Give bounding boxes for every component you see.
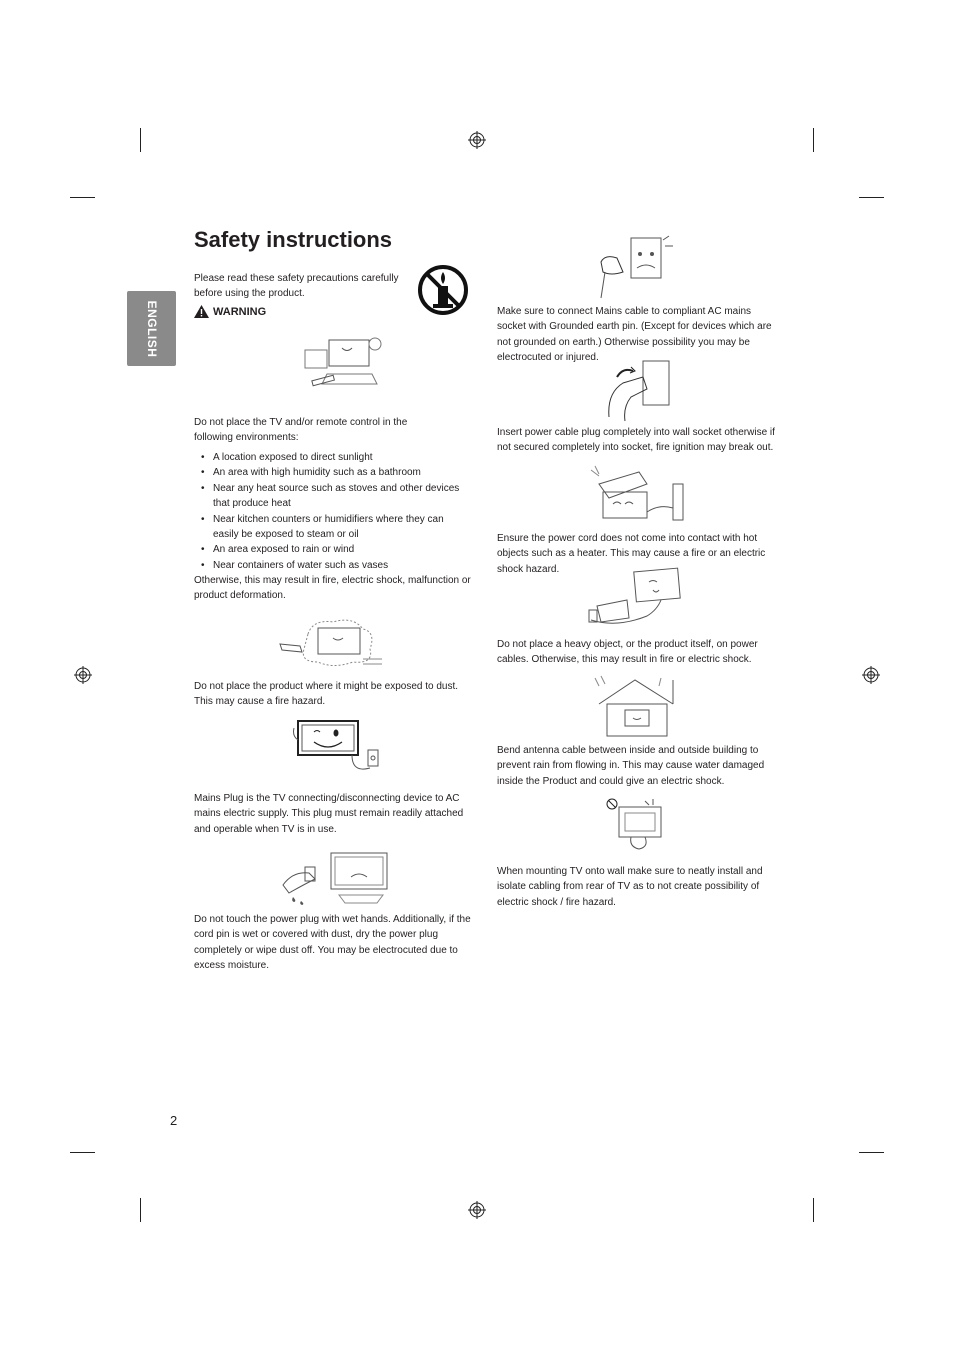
list-item: • Near kitchen counters or humidifiers where they can easily be exposed to steam or oil	[201, 512, 471, 543]
grounded-socket-text: Make sure to connect Mains cable to compliant AC mains socket with Grounded earth pin. (Except for devices which are not grounded on earth.) Otherwise possibility you may be electrocuted or injured.	[497, 306, 772, 364]
crop-mark	[140, 1198, 141, 1222]
wet-hands-text: Do not touch the power plug with wet hands. Additionally, if the cord pin is wet or covered with dust, dry the power plug completely or wipe dust off. You may be electrocuted due to excess moisture.	[194, 914, 471, 972]
registration-mark-icon	[468, 1201, 486, 1219]
registration-mark-icon	[468, 131, 486, 149]
list-item: • Near containers of water such as vases	[201, 558, 471, 573]
grounded-socket-illustration	[593, 232, 675, 300]
mains-plug-text: Mains Plug is the TV connecting/disconnecting device to AC mains electric supply. This plug must remain readily attached and operable when TV is in use.	[194, 793, 464, 835]
crop-mark	[859, 197, 884, 198]
crop-mark	[813, 1198, 814, 1222]
language-tab	[127, 291, 176, 366]
registration-mark-icon	[74, 666, 92, 684]
dust-text: Do not place the product where it might be exposed to dust. This may cause a fire hazard.	[194, 681, 459, 708]
registration-mark-icon	[862, 666, 880, 684]
list-item: • A location exposed to direct sunlight	[201, 450, 471, 465]
language-tab-label: ENGLISH	[144, 300, 159, 357]
heavy-object-cable-illustration	[587, 566, 687, 632]
intro-text: Please read these safety precautions carefully before using the product.	[194, 273, 399, 300]
crop-mark	[70, 197, 95, 198]
wet-hands-illustration	[279, 845, 393, 907]
crop-mark	[140, 128, 141, 152]
wall-mount-cabling-illustration	[605, 797, 667, 853]
list-item: • Near any heat source such as stoves and other devices that produce heat	[201, 481, 471, 512]
environment-warning-text: Otherwise, this may result in fire, electric shock, malfunction or product deformation.	[194, 575, 471, 602]
list-item: • An area exposed to rain or wind	[201, 542, 471, 557]
environment-text: Do not place the TV and/or remote control in the following environments:	[194, 417, 408, 444]
crop-mark	[813, 128, 814, 152]
insert-plug-illustration	[603, 357, 671, 425]
page-title: Safety instructions	[194, 227, 393, 252]
warning-heading	[194, 305, 266, 318]
heavy-object-text: Do not place a heavy object, or the product itself, on power cables. Otherwise, this may result in fire or electric shock.	[497, 639, 758, 666]
insert-plug-text: Insert power cable plug completely into wall socket otherwise if not secured completely into socket, fire ignition may break out.	[497, 427, 775, 454]
dust-illustration	[278, 614, 384, 672]
crop-mark	[859, 1152, 884, 1153]
mains-plug-illustration	[292, 718, 387, 778]
crop-mark	[70, 1152, 95, 1153]
environment-list	[201, 450, 471, 573]
list-item: • An area with high humidity such as a bathroom	[201, 465, 471, 480]
antenna-cable-illustration	[591, 674, 681, 738]
wall-mount-text: When mounting TV onto wall make sure to neatly install and isolate cabling from rear of TV as to not create possibility of electric shock / fire hazard.	[497, 866, 763, 908]
warning-label: WARNING	[213, 305, 267, 318]
heater-cord-text: Ensure the power cord does not come into contact with hot objects such as a heater. This may cause a fire or an electric shock hazard.	[497, 533, 766, 575]
antenna-cable-text: Bend antenna cable between inside and outside building to prevent rain from flowing in. This may cause water damaged inside the Product and could give an electric shock.	[497, 745, 765, 787]
tv-environment-illustration	[297, 334, 392, 392]
page-number: 2	[170, 1113, 178, 1128]
heater-cord-illustration	[589, 464, 687, 526]
warning-triangle-icon	[194, 305, 209, 318]
no-candle-icon	[417, 264, 469, 316]
